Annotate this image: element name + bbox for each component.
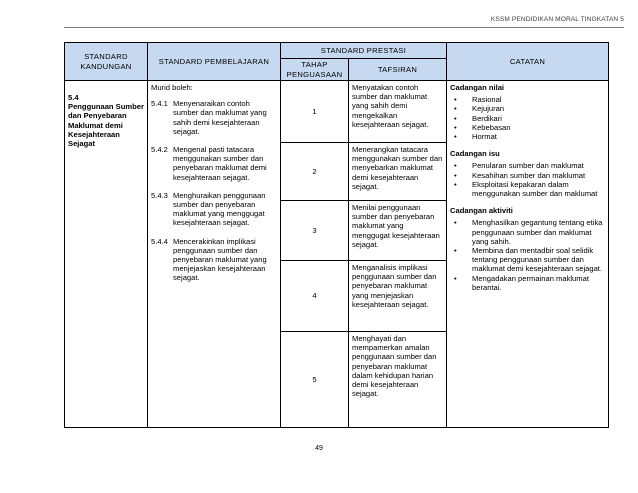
tahap-cell: 3 bbox=[281, 201, 349, 261]
standard-kandungan-code: 5.4 bbox=[68, 93, 79, 102]
aktiviti-text: Mengadakan permainan maklumat berantai. bbox=[472, 273, 589, 292]
cadangan-aktiviti-list bbox=[450, 218, 605, 292]
pembelajaran-item bbox=[151, 145, 277, 182]
page-header-title: KSSM PENDIDIKAN MORAL TINGKATAN 5 bbox=[490, 16, 624, 23]
bullet-icon: • bbox=[454, 132, 457, 142]
catatan-cell bbox=[447, 81, 609, 428]
cadangan-nilai-heading: Cadangan nilai bbox=[450, 83, 505, 92]
nilai-text: Rasional bbox=[472, 95, 502, 105]
list-item bbox=[450, 123, 605, 132]
tafsiran-cell: Menyatakan contoh sumber dan maklumat yang sahih demi mengekalkan kesejahteraan sejagat. bbox=[349, 81, 447, 143]
list-item bbox=[450, 274, 605, 292]
cadangan-aktiviti-heading: Cadangan aktiviti bbox=[450, 206, 513, 216]
tahap-cell: 4 bbox=[281, 261, 349, 332]
list-item bbox=[450, 95, 605, 104]
pembelajaran-item-number: 5.4.4 bbox=[151, 236, 168, 246]
nilai-text: Berdikari bbox=[472, 113, 502, 123]
header-standard-kandungan: STANDARD KANDUNGAN bbox=[65, 43, 148, 81]
tafsiran-cell: Menganalisis implikasi penggunaan sumber dan penyebaran maklumat yang menjejaskan kesejahteraan sejagat. bbox=[349, 261, 447, 332]
header-standard-prestasi: STANDARD PRESTASI bbox=[281, 43, 447, 59]
bullet-icon: • bbox=[454, 170, 457, 180]
isu-text: Penularan sumber dan maklumat bbox=[472, 161, 584, 171]
aktiviti-text: Menghasilkan gegantung tentang etika penggunaan sumber dan maklumat yang sahih. bbox=[472, 218, 603, 246]
isu-text: Kesahihan sumber dan maklumat bbox=[472, 170, 586, 180]
page-number: 49 bbox=[315, 445, 323, 452]
tahap-cell: 2 bbox=[281, 143, 349, 201]
header-tafsiran: TAFSIRAN bbox=[349, 59, 447, 81]
bullet-icon: • bbox=[454, 104, 457, 114]
curriculum-table bbox=[64, 42, 609, 428]
bullet-icon: • bbox=[454, 122, 457, 132]
pembelajaran-item-number: 5.4.3 bbox=[151, 190, 168, 200]
standard-kandungan-cell bbox=[65, 81, 148, 428]
isu-text: Eksploitasi kepakaran dalam menggunakan sumber dan maklumat bbox=[472, 179, 598, 199]
tafsiran-cell: Menerangkan tatacara menggunakan sumber dan menyebarkan maklumat demi kesejahteraan sejagat. bbox=[349, 143, 447, 201]
pembelajaran-item-text: Menyenaraikan contoh sumber dan maklumat yang sahih demi kesejahteraan sejagat. bbox=[173, 99, 267, 136]
list-item bbox=[450, 218, 605, 246]
tahap-cell: 5 bbox=[281, 332, 349, 428]
standard-pembelajaran-cell bbox=[148, 81, 281, 428]
header-catatan: CATATAN bbox=[447, 43, 609, 81]
pembelajaran-item-number: 5.4.1 bbox=[151, 99, 168, 109]
bullet-icon: • bbox=[454, 113, 457, 123]
pembelajaran-item bbox=[151, 99, 277, 136]
tafsiran-cell: Menghayati dan mempamerkan amalan penggunaan sumber dan penyebaran maklumat dalam kehidupan harian demi kesejahteraan sejagat. bbox=[349, 332, 447, 428]
pembelajaran-intro: Murid boleh: bbox=[151, 83, 193, 92]
tafsiran-cell: Menilai penggunaan sumber dan penyebaran maklumat yang menggugat kesejahteraan sejagat. bbox=[349, 201, 447, 261]
list-item bbox=[450, 180, 605, 198]
list-item bbox=[450, 132, 605, 141]
bullet-icon: • bbox=[454, 246, 457, 256]
nilai-text: Kebebasan bbox=[472, 122, 511, 132]
pembelajaran-item-number: 5.4.2 bbox=[151, 145, 168, 155]
pembelajaran-item bbox=[151, 237, 277, 283]
aktiviti-text: Membina dan mentadbir soal selidik tentang penggunaan sumber dan maklumat demi kesejahteraan sejagat. bbox=[472, 246, 603, 274]
nilai-text: Hormat bbox=[472, 132, 497, 142]
cadangan-nilai-list bbox=[450, 95, 605, 141]
bullet-icon: • bbox=[454, 161, 457, 171]
bullet-icon: • bbox=[454, 179, 457, 189]
bullet-icon: • bbox=[454, 218, 457, 228]
standard-kandungan-title: Penggunaan Sumber dan Penyebaran Maklumat demi Kesejahteraan Sejagat bbox=[68, 102, 144, 149]
tahap-cell: 1 bbox=[281, 81, 349, 143]
list-item bbox=[450, 171, 605, 180]
pembelajaran-item-text: Menghuraikan penggunaan sumber dan penyebaran maklumat yang menggugat kesejahteraan sejagat. bbox=[173, 190, 266, 228]
nilai-text: Kejujuran bbox=[472, 104, 505, 114]
list-item bbox=[450, 161, 605, 170]
pembelajaran-item bbox=[151, 191, 277, 228]
header-tahap-penguasaan: TAHAP PENGUASAAN bbox=[281, 59, 349, 81]
bullet-icon: • bbox=[454, 95, 457, 105]
header-standard-pembelajaran: STANDARD PEMBELAJARAN bbox=[148, 43, 281, 81]
list-item bbox=[450, 246, 605, 274]
header-rule bbox=[64, 27, 624, 28]
list-item bbox=[450, 114, 605, 123]
cadangan-isu-heading: Cadangan isu bbox=[450, 149, 500, 159]
bullet-icon: • bbox=[454, 273, 457, 283]
pembelajaran-item-text: Mencerakinkan implikasi penggunaan sumber dan penyebaran maklumat yang menjejaskan kesejahteraan sejagat. bbox=[173, 236, 267, 283]
cadangan-isu-list bbox=[450, 161, 605, 198]
pembelajaran-item-text: Mengenal pasti tatacara menggunakan sumber dan penyebaran maklumat demi kesejahteraan sejagat. bbox=[173, 145, 267, 182]
list-item bbox=[450, 104, 605, 113]
